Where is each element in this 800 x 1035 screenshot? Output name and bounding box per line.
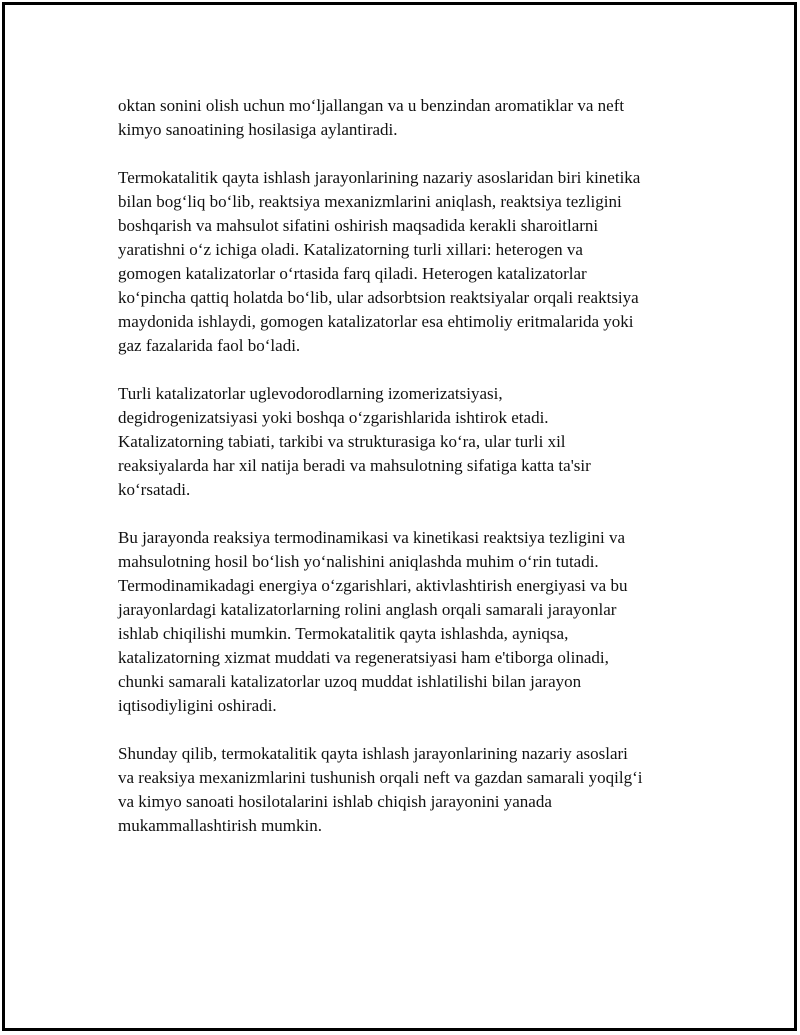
paragraph-1: oktan sonini olish uchun mo‘ljallangan va u benzindan aromatiklar va neft kimyo sanoatining hosilasiga aylantiradi. [118, 96, 625, 139]
paragraph-2: Termokatalitik qayta ishlash jarayonlarining nazariy asoslaridan biri kinetika bilan bog‘liq bo‘lib, reaktsiya mexanizmlarini aniqlash, reaktsiya tezligini boshqarish va mahsulot sifatini oshirish maqsadida kerakli sharoitlarni yaratishni o‘z ichiga oladi. Katalizatorning turli xillari: heterogen va gomogen katalizatorlar o‘rtasida farq qiladi. Heterogen katalizatorlar ko‘pincha qattiq holatda bo‘lib, ular adsorbtsion reaktsiyalar orqali reaktsiya maydonida ishlaydi, gomogen katalizatorlar esa ehtimoliy eritmalarida yoki gaz fazalarida faol bo‘ladi. [118, 168, 641, 355]
paragraph-5: Shunday qilib, termokatalitik qayta ishlash jarayonlarining nazariy asoslari va reaksiya mexanizmlarini tushunish orqali neft va gazdan samarali yoqilg‘i va kimyo sanoati hosilotalarini ishlab chiqish jarayonini yanada mukammallashtirish mumkin. [118, 744, 643, 835]
paragraph-3: Turli katalizatorlar uglevodorodlarning izomerizatsiyasi, degidrogenizatsiyasi yoki boshqa o‘zgarishlarida ishtirok etadi. Katalizatorning tabiati, tarkibi va strukturasiga ko‘ra, ular turli xil reaksiyalarda har xil natija beradi va mahsulotning sifatiga katta ta'sir ko‘rsatadi. [118, 384, 591, 499]
paragraph-4: Bu jarayonda reaksiya termodinamikasi va kinetikasi reaktsiya tezligini va mahsulotning hosil bo‘lish yo‘nalishini aniqlashda muhim o‘rin tutadi. Termodinamikadagi energiya o‘zgarishlari, aktivlashtirish energiyasi va bu jarayonlardagi katalizatorlarning rolini anglash orqali samarali jarayonlar ishlab chiqilishi mumkin. Termokatalitik qayta ishlashda, ayniqsa, katalizatorning xizmat muddati va regeneratsiyasi ham e'tiborga olinadi, chunki samarali katalizatorlar uzoq muddat ishlatilishi bilan jarayon iqtisodiyligini oshiradi. [118, 528, 628, 715]
document-body [118, 94, 698, 862]
